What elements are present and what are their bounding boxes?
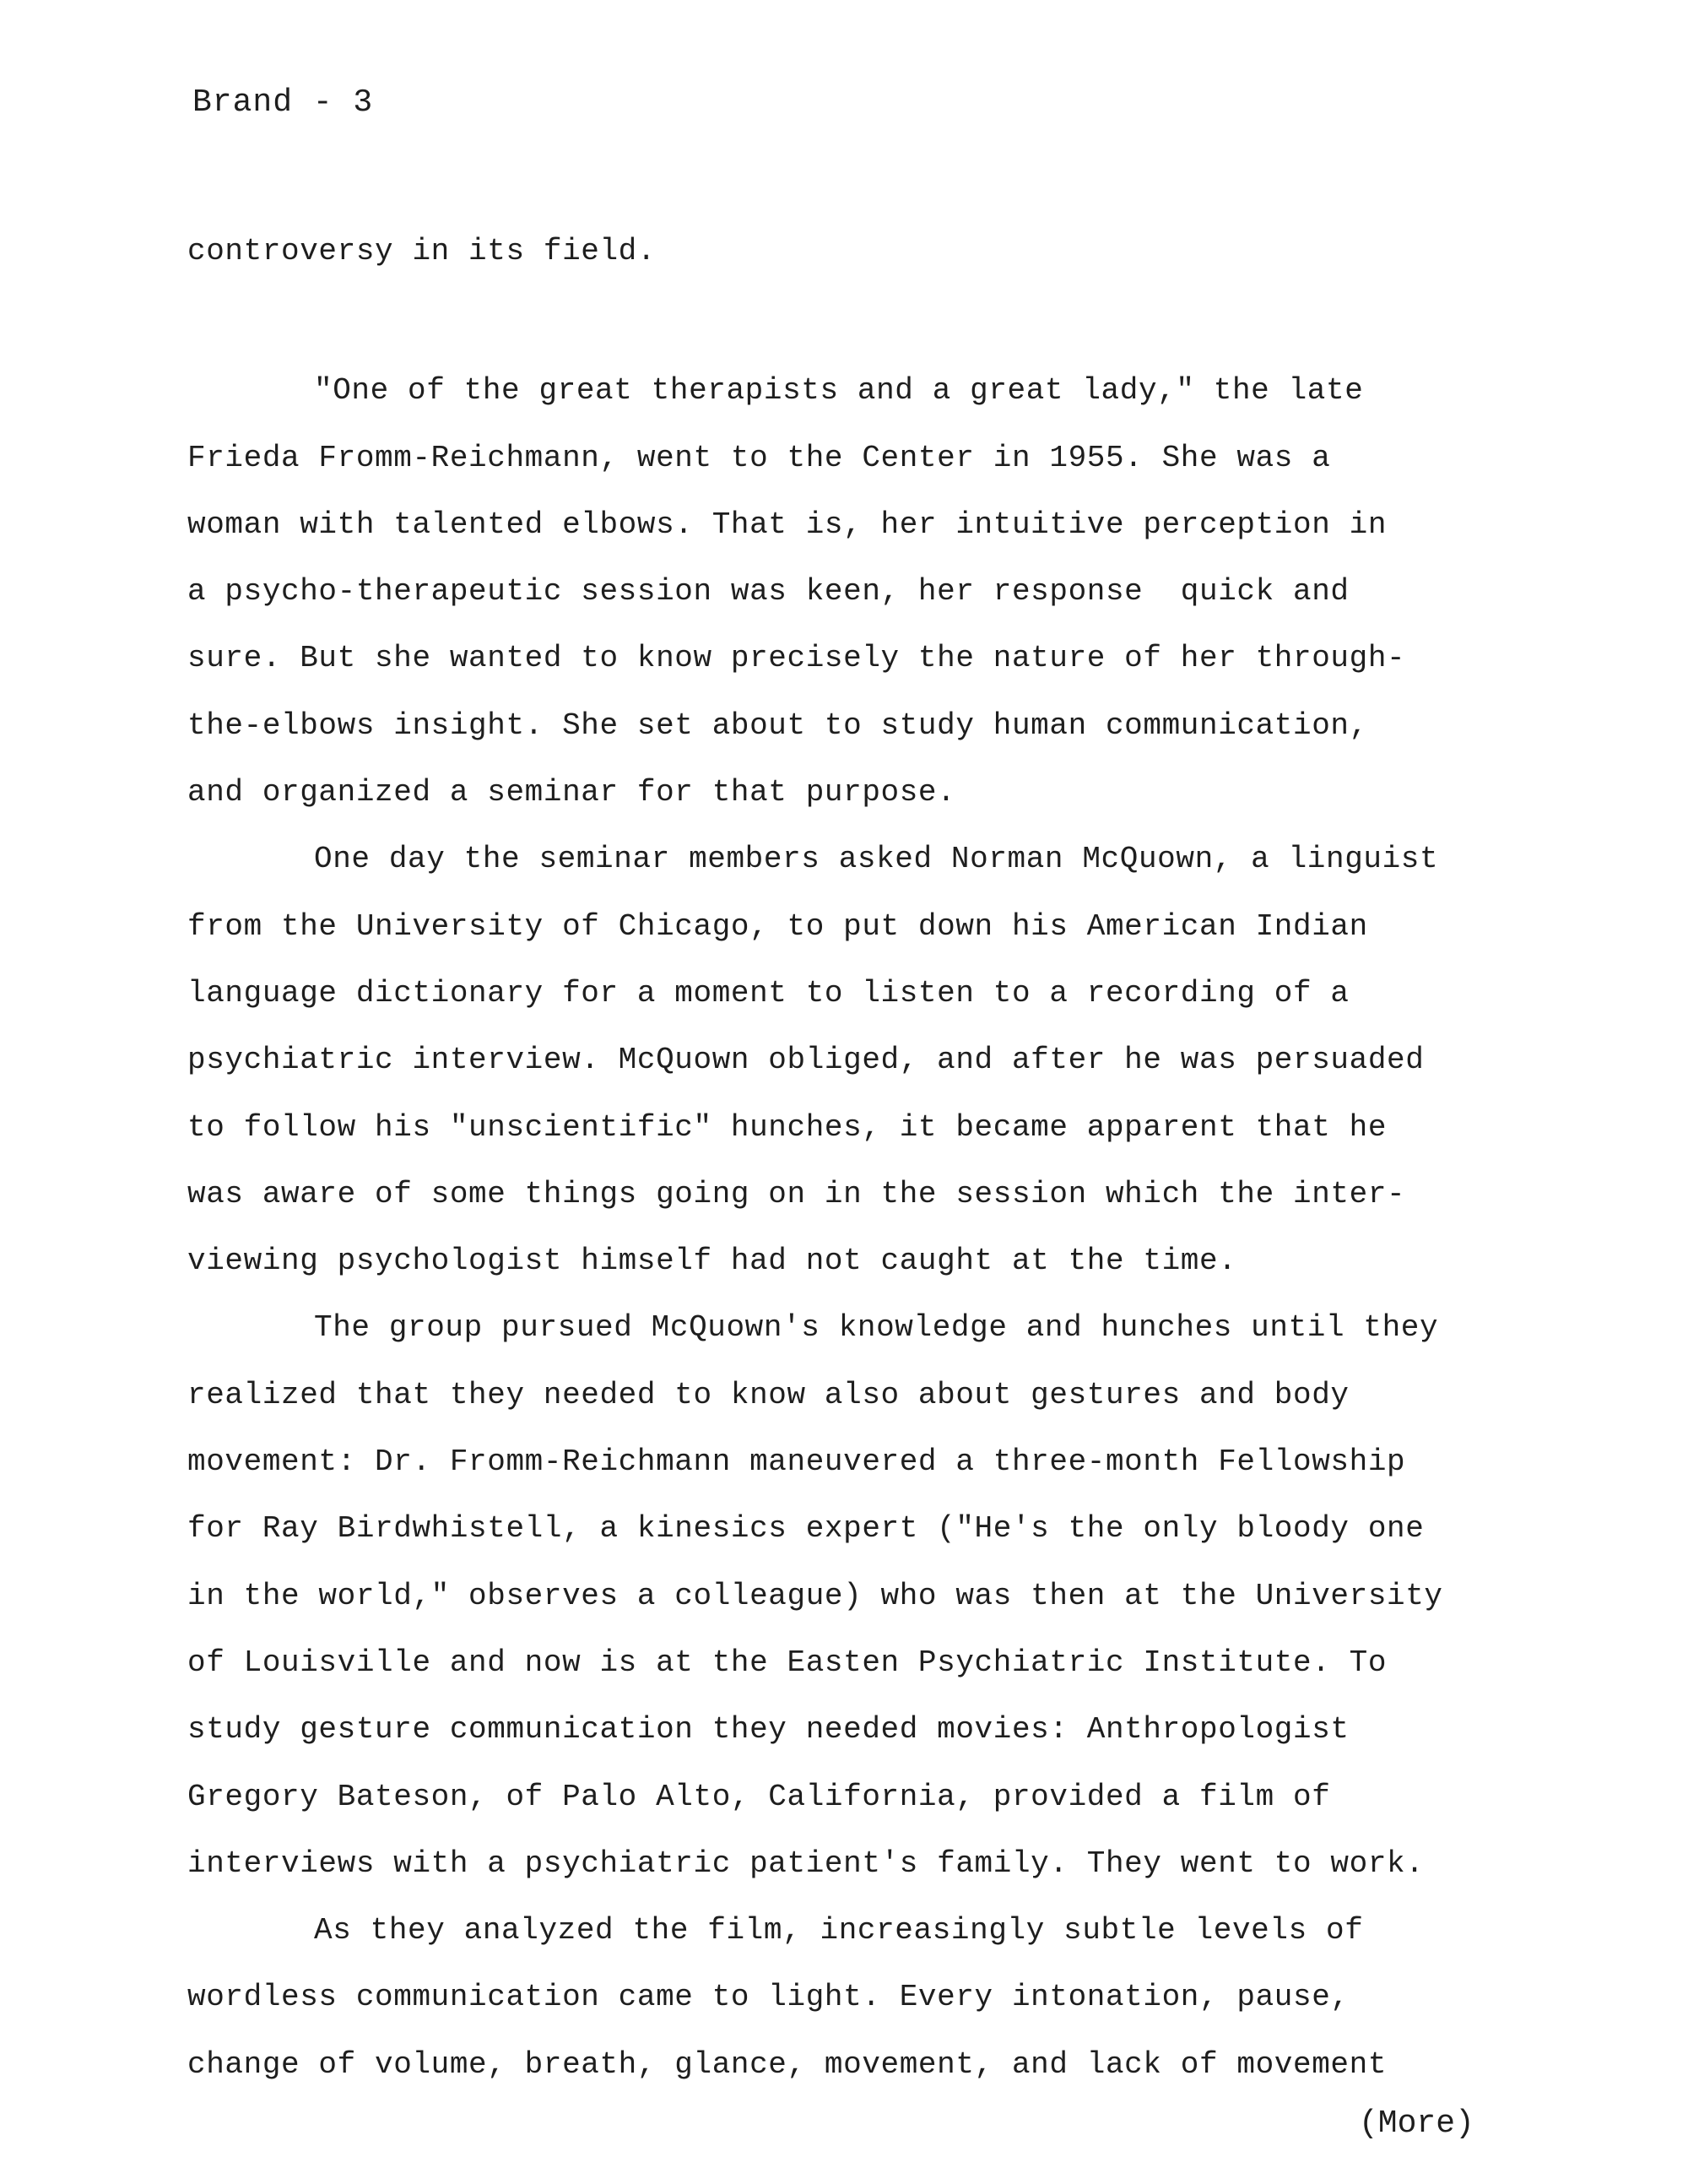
text-line: realized that they needed to know also about gestures and body xyxy=(187,1377,1350,1412)
text-line: to follow his "unscientific" hunches, it became apparent that he xyxy=(187,1109,1388,1145)
text-line: psychiatric interview. McQuown obliged, and after he was persuaded xyxy=(187,1043,1425,1078)
text-line: Gregory Bateson, of Palo Alto, California, provided a film of xyxy=(187,1779,1331,1814)
text-line: for Ray Birdwhistell, a kinesics expert ("He's the only bloody one xyxy=(187,1511,1425,1547)
text-line: The group pursued McQuown's knowledge and hunches until they xyxy=(314,1310,1439,1346)
text-line: was aware of some things going on in the session which the inter- xyxy=(187,1176,1406,1211)
text-line: in the world," observes a colleague) who was then at the University xyxy=(187,1578,1443,1613)
text-line: "One of the great therapists and a great lady," the late xyxy=(314,373,1364,409)
blank-line xyxy=(187,285,1605,357)
text-line: As they analyzed the film, increasingly subtle levels of xyxy=(314,1913,1364,1948)
page-header: Brand - 3 xyxy=(192,84,374,121)
text-line: change of volume, breath, glance, movement, and lack of movement xyxy=(187,2046,1388,2082)
more-indicator: (More) xyxy=(1359,2105,1474,2142)
text-line: interviews with a psychiatric patient's family. They went to work. xyxy=(187,1845,1425,1881)
text-line: Frieda Fromm-Reichmann, went to the Center in 1955. She was a xyxy=(187,440,1331,475)
text-line: the-elbows insight. She set about to study human communication, xyxy=(187,707,1368,743)
text-line: from the University of Chicago, to put down his American Indian xyxy=(187,908,1368,944)
text-line: woman with talented elbows. That is, her intuitive perception in xyxy=(187,507,1388,542)
text-line: wordless communication came to light. Every intonation, pause, xyxy=(187,1980,1350,2015)
text-line: sure. But she wanted to know precisely the nature of her through- xyxy=(187,641,1406,676)
text-line: movement: Dr. Fromm-Reichmann maneuvered a three-month Fellowship xyxy=(187,1444,1406,1480)
body-text xyxy=(187,218,1605,2098)
text-line: of Louisville and now is at the Easten Psychiatric Institute. To xyxy=(187,1645,1388,1680)
text-line: controversy in its field. xyxy=(187,234,657,268)
text-line: One day the seminar members asked Norman McQuown, a linguist xyxy=(314,842,1439,877)
text-line: language dictionary for a moment to listen to a recording of a xyxy=(187,975,1350,1011)
text-line: and organized a seminar for that purpose. xyxy=(187,775,956,810)
text-line: a psycho-therapeutic session was keen, her response quick and xyxy=(187,574,1350,610)
text-line: viewing psychologist himself had not caught at the time. xyxy=(187,1244,1237,1279)
text-line: study gesture communication they needed movies: Anthropologist xyxy=(187,1712,1350,1748)
